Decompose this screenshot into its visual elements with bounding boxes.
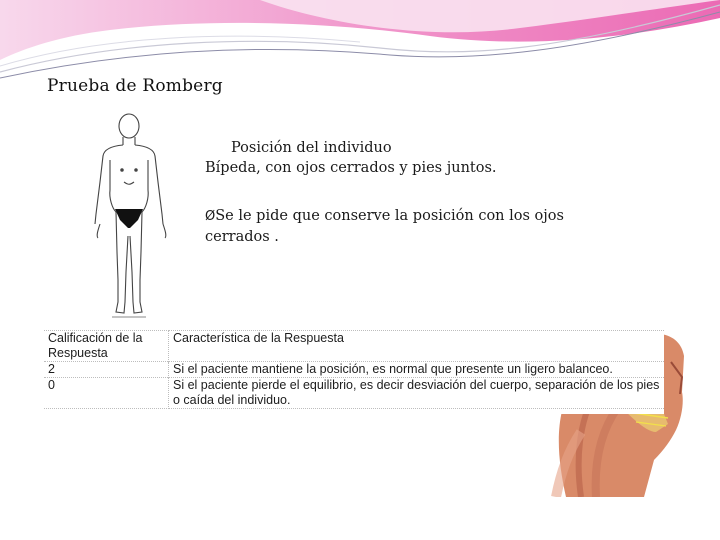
table-cell-score: 2: [44, 362, 169, 378]
instruction-text: [205, 138, 605, 247]
header-wave-decoration: [0, 0, 720, 85]
bullet-item: [205, 206, 605, 227]
response-table: [44, 330, 664, 409]
table-header-row: [44, 331, 664, 362]
slide-title: Prueba de Romberg: [47, 76, 223, 96]
response-table-image: [44, 330, 664, 414]
table-cell-characteristic: Si el paciente mantiene la posición, es normal que presente un ligero balanceo.: [169, 362, 665, 378]
table-cell-score: 0: [44, 378, 169, 409]
position-text: Bípeda, con ojos cerrados y pies juntos.: [205, 160, 497, 176]
header-cell-characteristic: Característica de la Respuesta: [169, 331, 665, 362]
position-heading: Posición del individuo: [231, 140, 392, 156]
arrow-bullet-icon: Ø: [205, 209, 216, 224]
table-cell-characteristic: Si el paciente pierde el equilibrio, es decir desviación del cuerpo, separación de los pies o caída del individuo.: [169, 378, 665, 409]
table-row: [44, 378, 664, 409]
header-cell-score: Calificación de la Respuesta: [44, 331, 169, 362]
bullet-text-line1: Se le pide que conserve la posición con los ojos: [215, 208, 564, 224]
table-row: [44, 362, 664, 378]
bullet-text-line2: cerrados .: [205, 229, 279, 245]
standing-person-figure: [88, 112, 170, 324]
